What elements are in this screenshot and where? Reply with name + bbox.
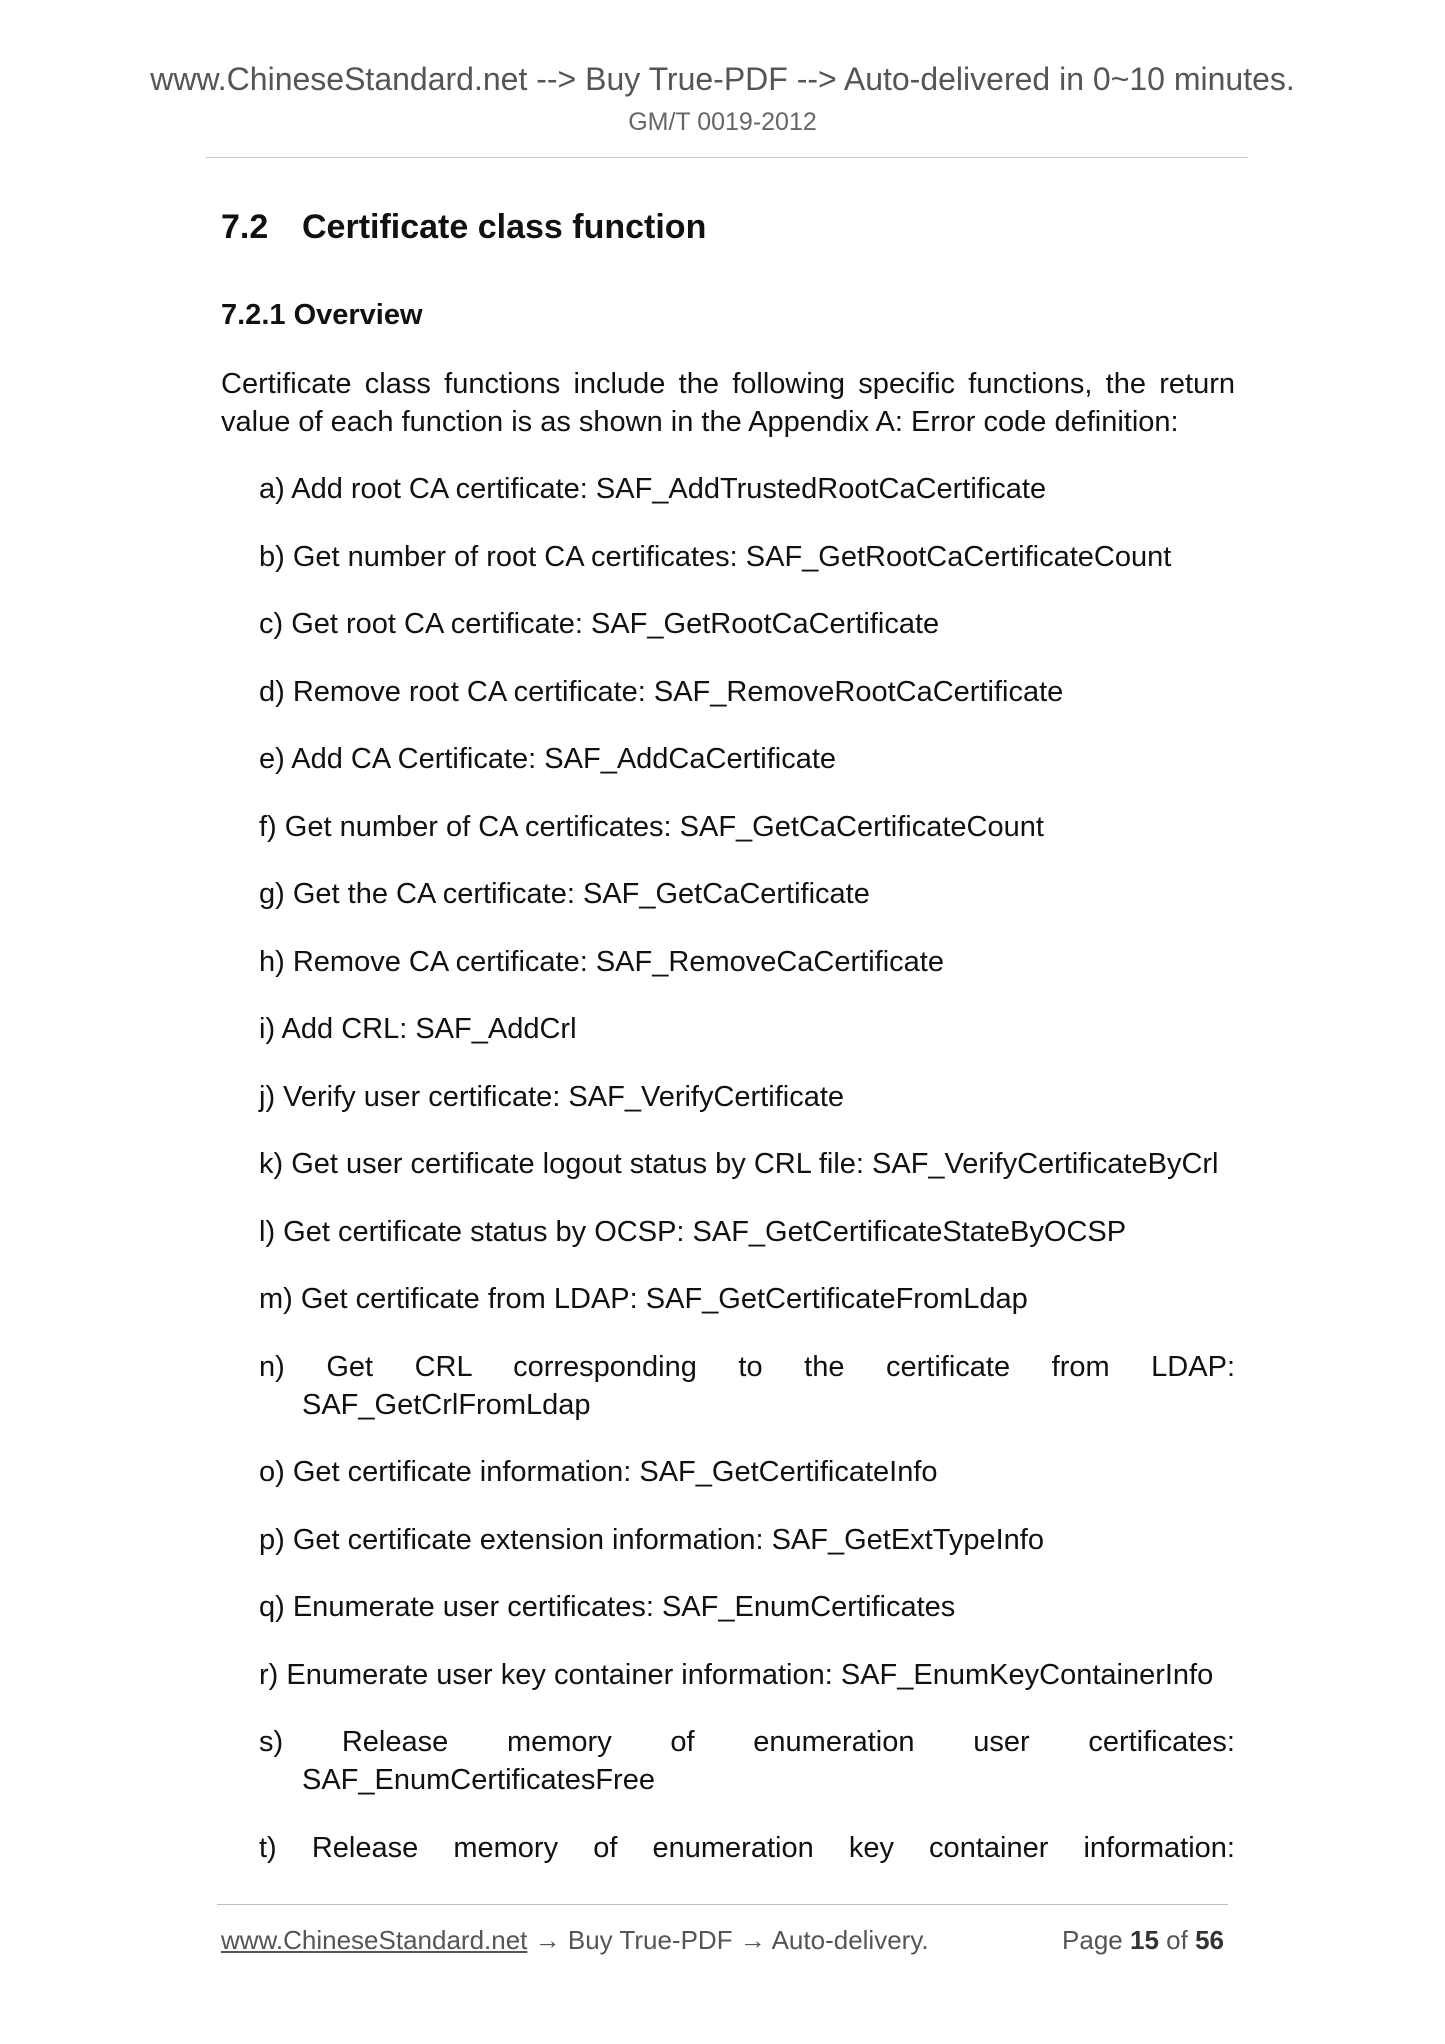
list-item: c) Get root CA certificate: SAF_GetRootCaCertificate <box>259 608 940 640</box>
page-body <box>221 205 1235 1896</box>
page-of: of <box>1166 1925 1188 1955</box>
list-item: n) Get CRL corresponding to the certificate from LDAP: SAF_GetCrlFromLdap <box>259 1350 1235 1421</box>
list-item: i) Add CRL: SAF_AddCrl <box>259 1013 577 1045</box>
header-banner: www.ChineseStandard.net --> Buy True-PDF --> Auto-delivered in 0~10 minutes. <box>150 61 1295 97</box>
footer-divider <box>217 1904 1228 1905</box>
list-item: k) Get user certificate logout status by CRL file: SAF_VerifyCertificateByCrl <box>259 1148 1219 1180</box>
list-item: l) Get certificate status by OCSP: SAF_GetCertificateStateByOCSP <box>259 1215 1127 1248</box>
list-item: f) Get number of CA certificates: SAF_GetCaCertificateCount <box>259 810 1044 843</box>
section-title: Certificate class function <box>302 208 707 246</box>
list-item: e) Add CA Certificate: SAF_AddCaCertificate <box>259 743 837 775</box>
page-current: 15 <box>1130 1925 1159 1955</box>
subsection-heading <box>221 296 1235 334</box>
footer-promo <box>221 1924 929 1956</box>
page-indicator <box>1062 1924 1224 1956</box>
list-item: b) Get number of root CA certificates: SAF_GetRootCaCertificateCount <box>259 540 1172 573</box>
page-label: Page <box>1062 1925 1123 1955</box>
list-item: m) Get certificate from LDAP: SAF_GetCertificateFromLdap <box>259 1283 1028 1315</box>
list-item: p) Get certificate extension information: SAF_GetExtTypeInfo <box>259 1523 1044 1556</box>
list-item: q) Enumerate user certificates: SAF_EnumCertificates <box>259 1591 956 1623</box>
intro-paragraph: Certificate class functions include the following specific functions, the return value of each function is as shown in the Appendix A: Error code definition: <box>221 368 1235 438</box>
list-item: d) Remove root CA certificate: SAF_RemoveRootCaCertificate <box>259 675 1064 708</box>
list-item: j) Verify user certificate: SAF_VerifyCertificate <box>259 1080 845 1113</box>
list-item: t) Release memory of enumeration key container information: <box>259 1831 1235 1864</box>
section-number: 7.2 <box>221 208 269 246</box>
document-code: GM/T 0019-2012 <box>628 108 817 136</box>
list-item: r) Enumerate user key container information: SAF_EnumKeyContainerInfo <box>259 1658 1214 1691</box>
list-item: g) Get the CA certificate: SAF_GetCaCertificate <box>259 878 870 910</box>
function-list <box>259 470 1235 1867</box>
subsection-title: Overview <box>293 299 423 331</box>
list-item: o) Get certificate information: SAF_GetCertificateInfo <box>259 1456 938 1488</box>
subsection-number: 7.2.1 <box>221 299 286 331</box>
list-item: h) Remove CA certificate: SAF_RemoveCaCertificate <box>259 945 944 978</box>
footer-tagline: → Buy True-PDF → Auto-delivery. <box>534 1925 929 1955</box>
header-divider <box>206 157 1248 158</box>
list-item: a) Add root CA certificate: SAF_AddTrustedRootCaCertificate <box>259 473 1047 505</box>
section-heading <box>221 205 1235 249</box>
page-total: 56 <box>1195 1925 1224 1955</box>
list-item: s) Release memory of enumeration user certificates: SAF_EnumCertificatesFree <box>259 1726 1235 1796</box>
footer-site-link[interactable]: www.ChineseStandard.net <box>221 1925 528 1955</box>
